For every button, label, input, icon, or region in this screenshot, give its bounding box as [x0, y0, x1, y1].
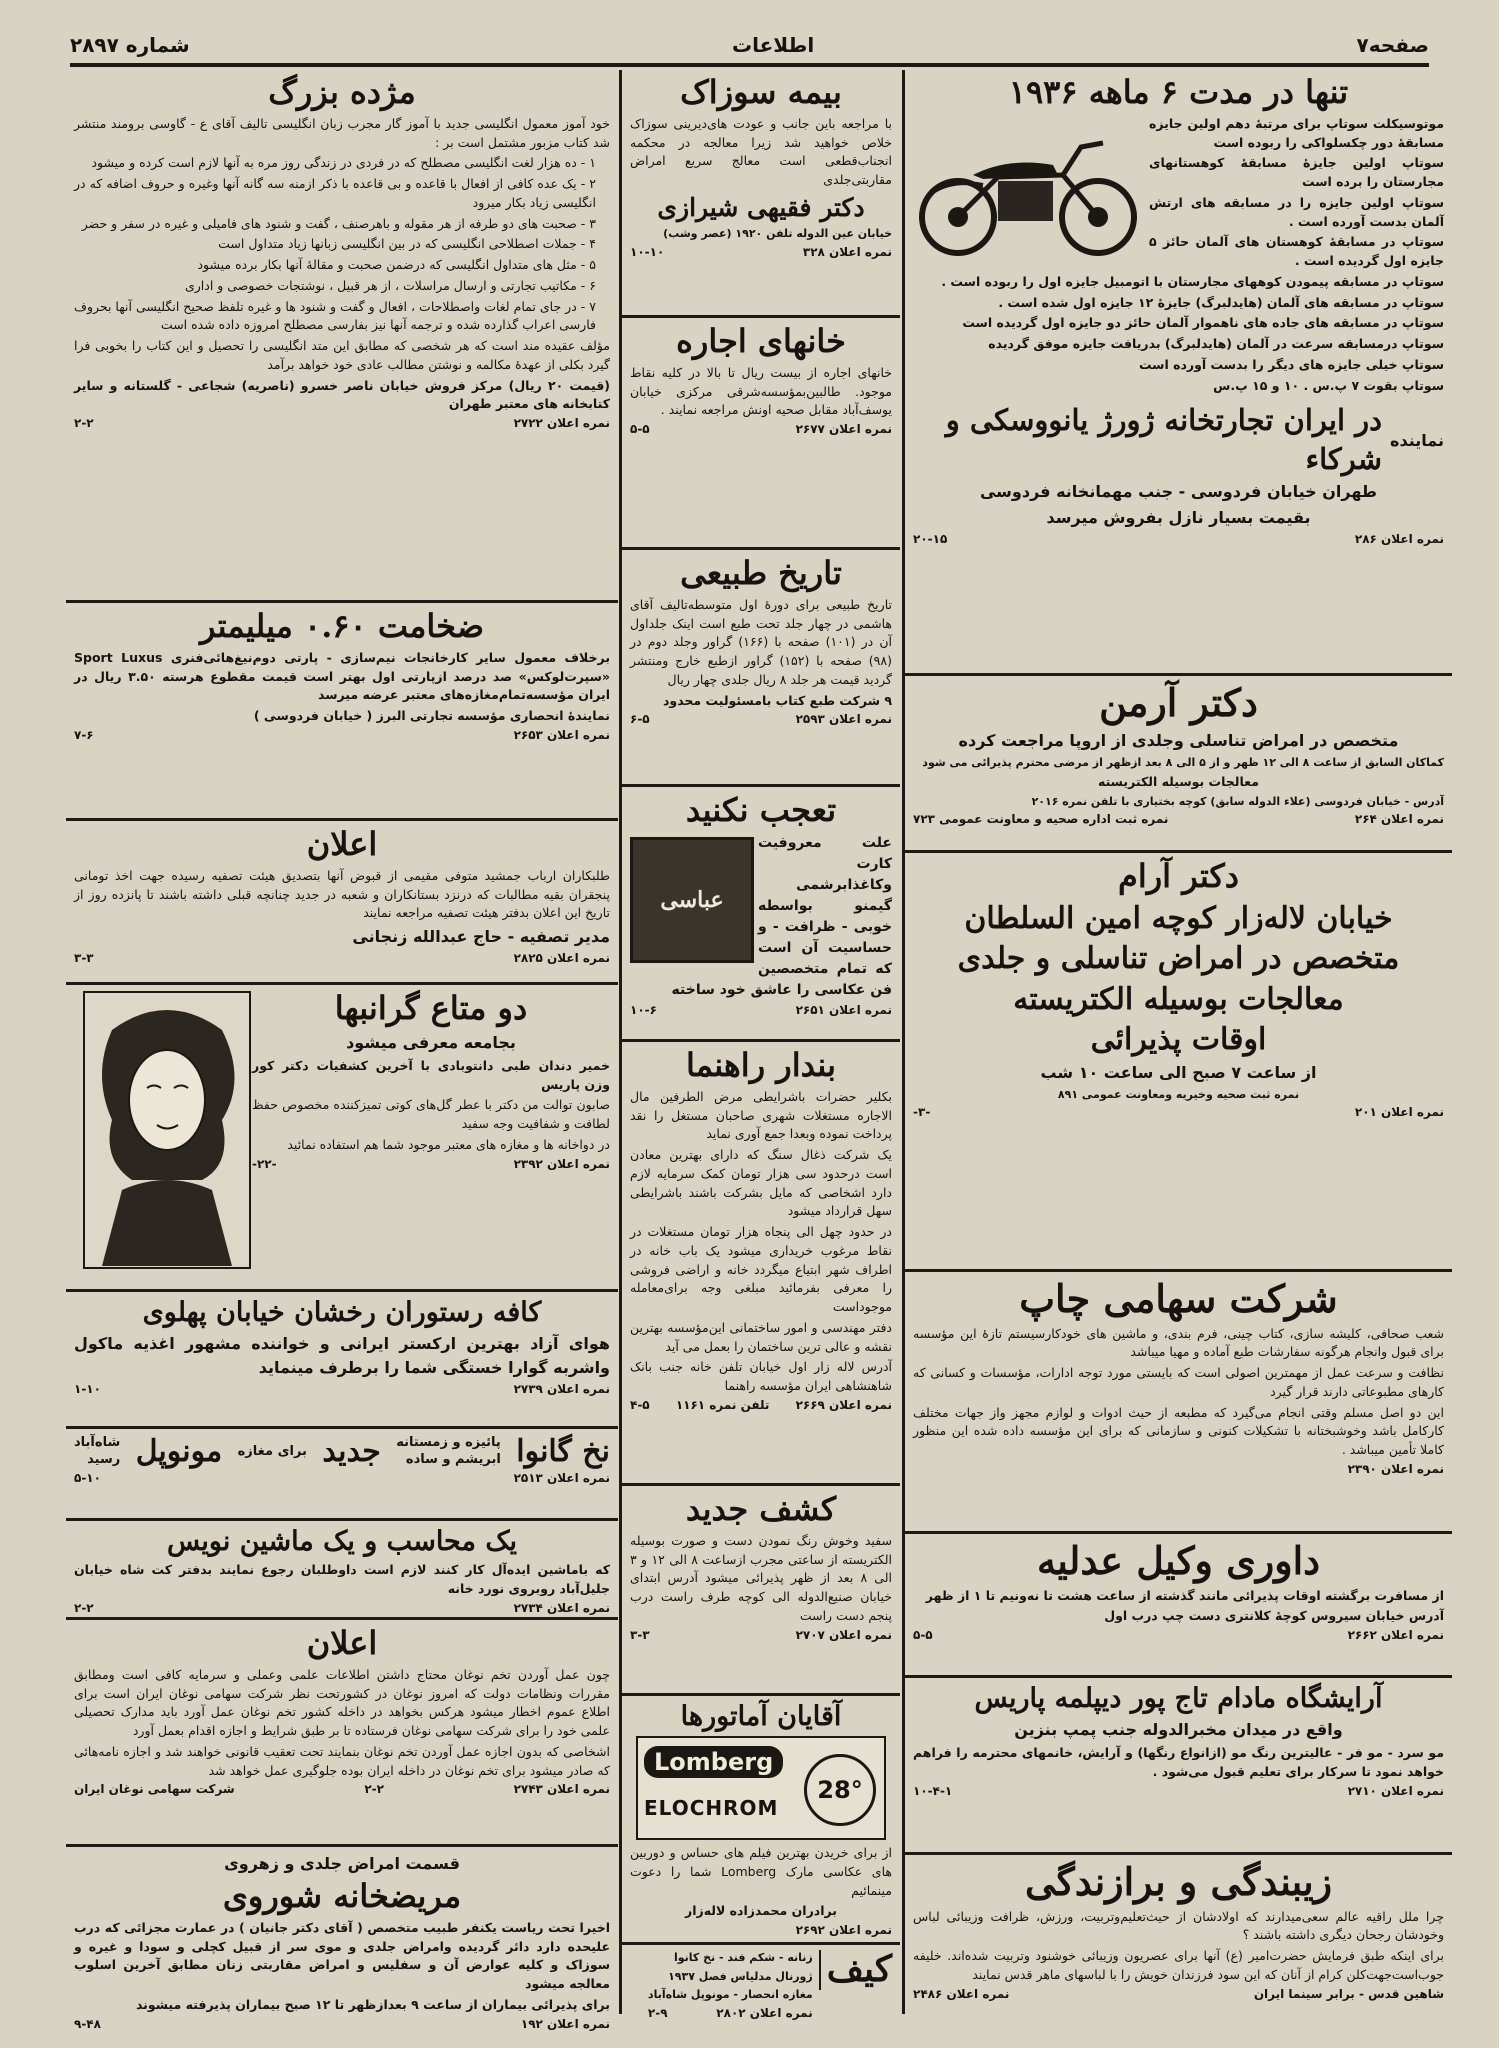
- ad-title: دکتر آرمن: [1099, 680, 1258, 725]
- ad-pretitle: قسمت امراض جلدی و زهروی: [224, 1854, 460, 1873]
- separator: [905, 850, 1452, 853]
- ad-paragraph-2: اشخاصی که بدون اجازه عمل آوردن تخم نوغان بنمایند تحت تعقیب قانونی خواهند شد و اجازه نامه‌هائی که صادر میشود برای تخم نوغان در داخله ایران بوده جلوگیری عمل خواهد شد: [74, 1743, 610, 1778]
- ad-number: نمره اعلان ۲۸۰۲: [716, 2005, 813, 2020]
- ad-title: اعلان: [306, 1624, 378, 1662]
- ad-paragraph: هوای آزاد بهترین ارکستر ایرانی و خواننده مشهور اغذیه ماکول واشربه گوارا خستگی شما را برطرف مینماید: [74, 1334, 610, 1378]
- lomberg-logo: [636, 1736, 886, 1840]
- ad-number: نمره اعلان ۲۰۱: [1354, 1105, 1444, 1120]
- ad-signature: شرکت سهامی نوغان ایران: [74, 1782, 235, 1797]
- ad-body: کماکان السابق از ساعت ۸ الی ۱۲ ظهر و از ۵ الی ۸ بعد ازظهر از مرضی محترم پذیرائی می شود: [922, 755, 1444, 769]
- ad-subtitle: متخصص در امراض تناسلی وجلدی از اروپا مراجعت کرده: [958, 730, 1399, 750]
- ad-title: ضخامت ۰.۶۰ میلیمتر: [200, 607, 484, 645]
- ad-paragraph-3: در دواخانه ها و مغازه های معتبر موجود شما هم استفاده نمائید: [287, 1136, 610, 1152]
- ad-notice-creditors: [66, 822, 618, 979]
- ad-code: ۱۰-۶: [630, 1002, 657, 1017]
- ad-number: نمره اعلان ۲۷۳۴: [513, 1600, 610, 1615]
- agent-address: طهران خیابان فردوسی - جنب مهمانخانه فردوسی: [979, 481, 1377, 501]
- ad-code: ۷-۶: [74, 727, 94, 742]
- ad-paragraph-1: چون عمل آوردن تخم نوغان محتاج داشتن اطلاعات علمی وعملی و سرمایه کافی است ومطابق مقررات ونظامات دولت که امروز نوغان در کشورتحت نظر شرکت سهامی نوغان ایران است برای اطلاع عموم اخطار میشود هرکس بخواهد در داخله کشور تخم نوغان عمل آورد باید مدارک تحصیلی علمی خود را برای‌ شرکت سهامی نوغان فرستاده تا بر طبق شرایط و اجازه اقدام بعمل آورد: [74, 1666, 610, 1739]
- ad-code: -۳-: [913, 1105, 931, 1120]
- ad-word-8: رسید: [87, 1451, 121, 1467]
- agent-name: در ایران تجارتخانه ژورژ یانووسکی و شرکاء: [945, 403, 1383, 477]
- product-name: ELOCHROM: [644, 1796, 779, 1821]
- ad-number: نمره اعلان ۲۷۴۳: [513, 1782, 610, 1797]
- ad-title: آقایان آماتورها: [680, 1701, 842, 1732]
- ad-signature: مدیر تصفیه - حاج عبدالله زنجانی: [352, 927, 610, 947]
- ad-natural-history: [622, 551, 900, 781]
- ad-phone: تلفن نمره ۱۱۶۱: [675, 1397, 770, 1412]
- separator: [66, 1617, 618, 1620]
- ad-cafe-restaurant: [66, 1293, 618, 1423]
- ad-title: کیف: [819, 1950, 892, 1990]
- ad-word-6: مونوپل: [135, 1434, 223, 1469]
- ad-code: ۴-۵: [630, 1397, 650, 1412]
- ad-motorcycle: [905, 70, 1452, 670]
- ad-new-discovery: [622, 1487, 900, 1690]
- ad-paragraph-1: از مسافرت برگشته اوقات پذیرائی مانند گذشته از ساعت هشت تا نه‌ونیم تا ۱ از ظهر: [925, 1587, 1444, 1603]
- left-column: [66, 70, 618, 2031]
- ad-paragraph-2: صابون توالت من دکتر با عطر گل‌های کوتی تمیزکننده مخصوص حفظ لطافت و شفافیت وجه سفید: [252, 1097, 610, 1132]
- line-6: سوتاپ در مسابقه های آلمان (هایدلبرگ) جایزهٔ ۱۲ جایزه اول شده است .: [998, 294, 1444, 310]
- ad-title: کافه رستوران رخشان خیابان پهلوی: [142, 1297, 542, 1328]
- list-item: ۲ - یک عده کافی از افعال با قاعده و بی قاعده با ذکر ازمنه سه گانه آنها وغیره و حروف اضافه که در انگلیسی زیاد بکار میرود: [74, 176, 596, 210]
- ad-title: اعلان: [306, 825, 378, 863]
- ad-paragraph-5: آدرس لاله زار اول خیابان تلفن خانه جنب بانک شاهنشاهی ایران مؤسسه راهنما: [630, 1359, 892, 1394]
- paper-name: اطلاعات: [732, 33, 815, 57]
- header-rule: [70, 63, 1429, 67]
- ad-paragraph: با مراجعه باین جانب و عودت های‌دیرینی سوزاک خلاص خواهید شد زیرا معالجه در محکمه انجناب‌قطعی است معالج سریع امراض مقاربتی‌جلدی: [630, 115, 892, 188]
- ad-title: خانهای اجاره: [676, 322, 846, 360]
- ad-dr-aram: [905, 854, 1452, 1266]
- list-item: ۵ - مثل های متداول انگلیسی که درضمن صحبت و مقالهٔ آنها بکار برده میشود: [197, 257, 596, 273]
- ad-accountant-typist: [66, 1522, 618, 1614]
- separator: [66, 982, 618, 985]
- ad-line-4: اوقات پذیرائی: [1090, 1022, 1267, 1058]
- ad-number: نمره اعلان ۲۴۸۶: [913, 1986, 1010, 2001]
- ad-code: ۵-۵: [630, 422, 650, 437]
- agent-label: نماینده: [1390, 430, 1444, 450]
- ad-paragraph-1: خمیر دندان طبی دانتوبادی با آخرین کشفیات دکتر کور وزن پاریس: [252, 1057, 610, 1092]
- ad-code: ۵-۵: [913, 1628, 933, 1643]
- ad-agent: نمایندهٔ انحصاری مؤسسه تجارتی البرز ( خیابان فردوسی ): [253, 708, 610, 724]
- right-column: [905, 70, 1452, 2014]
- ad-subtitle: واقع در میدان مخبرالدوله جنب پمپ بنزین: [1014, 1720, 1343, 1740]
- ad-electric: معالجات بوسیله الکتریسته: [1098, 774, 1259, 790]
- ad-paragraph: تاریخ طبیعی برای دورهٔ اول متوسطه‌تالیف آقای هاشمی در چهار جلد تحت طبع است اینک جلداول آن در (۱۰۱) صفحه با (۱۶۶) گراور وجلد دوم در (۹۸) صفحه با (۱۵۲) گراور ازطبع خارج ومنتشر گردید قیمت هر جلد ۸ ریال جلدی چهار ریال: [630, 596, 892, 687]
- ad-publisher: ۹ شرکت طبع کتاب بامسئولیت محدود: [663, 692, 892, 708]
- ad-code: ۳-۳: [74, 951, 94, 966]
- ad-paragraph-3: در حدود چهل الی پنجاه هزار تومان مستغلات در نقاط مرغوب خریداری میشود یک باب خانه در اطراف شهر ابتیاع میگردد خانه و اراضی فروشی را معرفی بفرمائید مبلغی وجه برای‌معامله موجوداست: [630, 1224, 892, 1315]
- ad-elegance: [905, 1856, 1452, 2041]
- ad-title: یک محاسب و یک ماشین نویس: [166, 1526, 518, 1557]
- ad-amateurs: [622, 1697, 900, 1939]
- ad-notice-silkworm: [66, 1621, 618, 1841]
- separator: [905, 1675, 1452, 1678]
- ad-number: نمره اعلان ۲۶۵۳: [513, 727, 610, 742]
- list-item: ۴ - جملات اصطلاحی انگلیسی که در بین انگلیسی زبانها زیاد متداول است: [218, 236, 596, 252]
- ad-number: نمره اعلان ۲۶۶۲: [1347, 1628, 1444, 1643]
- line-7: سوتاپ در مسابقه های جاده های ناهموار آلمان حائز دو جایزه اول گردیده است: [962, 315, 1444, 331]
- ad-razor-blades: [66, 604, 618, 815]
- ad-number: نمره اعلان ۳۲۸: [802, 244, 892, 259]
- list-item: ۶ - مکاتیب تجارتی و ارسال مراسلات ، از هر قبیل ، نوشتجات خصوصی و اداری: [184, 277, 596, 293]
- page-header: [70, 30, 1429, 60]
- ad-hours: از ساعت ۷ صبح الی ساعت ۱۰ شب: [1040, 1062, 1317, 1082]
- ad-paragraph-2: برای پذیرائی بیماران از ساعت ۹ بعدازظهر تا ۱۲ صبح بیماران پذیرفته میشوند: [135, 1996, 610, 2012]
- separator: [622, 1942, 900, 1945]
- line-2: سوتاپ اولین جایزهٔ مسابقهٔ کوهستانهای مجارستان را برده است: [1149, 155, 1444, 190]
- ad-photo-paper: [622, 788, 900, 1036]
- ad-number: نمره اعلان ۲۶۵۱: [795, 1002, 892, 1017]
- ad-guide-office: [622, 1043, 900, 1480]
- ad-number: نمره اعلان ۲۷۰۷: [795, 1627, 892, 1642]
- ad-soviet-hospital: [66, 1848, 618, 2046]
- ad-address: خیابان عین الدوله تلفن ۱۹۲۰ (عصر وشب): [663, 227, 892, 241]
- separator: [66, 1426, 618, 1429]
- ad-code: ۵-۱۰: [74, 1471, 101, 1485]
- separator: [622, 1483, 900, 1486]
- line-8: سوتاپ درمسابقه سرعت در آلمان (هایدلبرگ) بدریافت جایزه موفق گردیده: [988, 336, 1444, 352]
- ad-number: نمره اعلان ۲۸۶: [1354, 531, 1444, 546]
- ad-paragraph-2: مؤلف عقیده مند است که هر شخصی که مطابق این متد انگلیسی را تحصیل و این کتاب را بخوبی فرا گیرد بکلی از عهدهٔ مکالمه و نوشتن مطالب عادی خود خواهد برآمد: [74, 338, 610, 372]
- ad-title: کشف جدید: [685, 1490, 837, 1528]
- ad-salon: [905, 1679, 1452, 1849]
- ad-number: نمره اعلان ۲۷۳۹: [513, 1382, 610, 1397]
- separator: [905, 1269, 1452, 1272]
- separator: [622, 784, 900, 787]
- ad-word-7: شاه‌آباد: [74, 1434, 121, 1450]
- ad-line-3: معالجات بوسیله الکتریسته: [1013, 981, 1344, 1017]
- ad-two-products: [66, 986, 618, 1286]
- ad-title: دکتر آرام: [1118, 857, 1239, 895]
- ad-paragraph: خانهای اجاره از بیست ریال تا بالا در کلیه نقاط موجود. طالبین‌بمؤسسه‌شرقی مرکزی خیابان یوسف‌آباد مقابل صحیه اونش مراجعه نمایند .: [630, 364, 892, 418]
- page-number: صفحه۷: [1356, 33, 1429, 57]
- ad-monopol: [66, 1430, 618, 1515]
- line-5: سوتاپ در مسابقه پیمودن کوههای مجارستان با اتومبیل جایزه اول را ربوده است .: [941, 273, 1444, 289]
- separator: [66, 1844, 618, 1847]
- separator: [622, 1693, 900, 1696]
- ad-number: نمره اعلان ۲۳۹۰: [1347, 1461, 1444, 1476]
- ad-handbags: [622, 1946, 900, 2046]
- ad-word-3: ابریشم و ساده: [405, 1451, 501, 1467]
- doctor-name: دکتر فقیهی شیرازی: [657, 192, 865, 222]
- ad-title: تعجب نکنید: [685, 791, 837, 829]
- ad-houses-for-rent: [622, 319, 900, 544]
- brand-name: Lomberg: [644, 1746, 783, 1778]
- ad-code: ۱۰-۴-۱: [913, 1783, 953, 1798]
- ad-line-2: ژورنال مدلیاس فصل ۱۹۳۷: [668, 1969, 813, 1983]
- line-1: موتوسیکلت سوتاپ برای مرتبهٔ دهم اولین جایزه مسابقهٔ دور چکسلواکی را ربوده است: [1149, 115, 1444, 150]
- ad-number: نمره اعلان ۱۹۲: [520, 2016, 610, 2031]
- feature-list: [74, 154, 610, 335]
- ad-registration: نمره ثبت اداره صحیه و معاونت عمومی ۷۲۳: [913, 812, 1169, 827]
- ad-code: ۲-۹: [647, 2005, 668, 2020]
- ad-suzak: [622, 70, 900, 312]
- ad-number: نمره اعلان ۲۶۹۲: [795, 1923, 892, 1938]
- list-item: ۷ - در جای تمام لغات واصطلاحات ، افعال و گفت و شنود ها و غیره تلفظ صحیح انگلیسی آنها بحروف فارسی اعراب گذارده شده و ترجمه آنها نیز بفارسی مصطلح امروزه داده شده است: [74, 298, 596, 333]
- ad-title: شرکت سهامی چاپ: [1019, 1276, 1338, 1321]
- line-10: سوتاپ بقوت ۷ پ.س . ۱۰ و ۱۵ پ.س: [1213, 377, 1444, 393]
- ad-number: نمره اعلان ۲۶۷۷: [795, 422, 892, 437]
- ad-line-1: خیابان لالەزار کوچه امین السلطان: [964, 900, 1393, 936]
- ad-paragraph-2: آدرس خیابان سیروس کوچهٔ کلانتری دست چپ درب اول: [1104, 1608, 1444, 1624]
- line-3: سوتاپ اولین جایزه را در مسابقه های ارتش آلمان بدست آورده است .: [1149, 194, 1444, 229]
- ad-shop: شاهین قدس - برابر سینما ایران: [1253, 1986, 1444, 2001]
- woman-portrait-illustration: [82, 990, 252, 1270]
- ad-title: دو متاع گرانبها: [334, 989, 528, 1027]
- ad-code: ۲۰-۱۵: [913, 531, 948, 546]
- separator: [66, 600, 618, 603]
- ad-word-1: نخ گانوا: [516, 1434, 610, 1469]
- ad-line-2: متخصص در امراض تناسلی و جلدی: [957, 941, 1400, 977]
- ad-paragraph: علت معروفیت کارت‌ وکاغذابرشمی گیمنو بواسطه خوبی - ظرافت - و حساسیت آن است که تمام متخصصین فن عکاسی را عاشق خود ساخته: [671, 834, 892, 998]
- ad-paragraph: برخلاف معمول سایر کارخانجات نیم‌سازی - پارتی‌ دوم‌نیغ‌هائی‌فنری Sport Luxus «سپرت‌لوکس» صد درصد ازپارتی اول بهتر است قیمت مقطوع هرسته ۳.۵۰ ریال در ایران مؤسسه‌تمام‌مغازه‌های معتبر عرضه میرسد: [74, 649, 611, 703]
- separator: [905, 1531, 1452, 1534]
- line-4: سوتاپ در مسابقهٔ کوهستان های آلمان حائز ۵ جایزه اول گردیده است .: [1149, 234, 1444, 269]
- ad-printing-company: [905, 1273, 1452, 1528]
- price-note: بقیمت بسیار نازل بفروش میرسد: [1046, 507, 1311, 527]
- logo-text: عباسی: [660, 886, 724, 913]
- ad-address: آدرس - خیابان فردوسی (علاء الدوله سابق) کوچه بختیاری با تلفن نمره ۲۰۱۶: [1031, 794, 1444, 808]
- ad-dr-armen: [905, 677, 1452, 847]
- separator: [905, 673, 1452, 676]
- ad-paragraph-3: این دو اصل مسلم وقتی انجام می‌گیرد که مطبعه از حیث ادوات و لوازم مجهز واز جهات مختلف کارکامل باشد وخوشبختانه با تشکیلات کنونی و سازمانی که برای این مؤسسه داده شده این منظور کاملا تأمین میباشد .: [913, 1404, 1444, 1458]
- ad-subtitle: بجامعه معرفی میشود: [346, 1032, 516, 1052]
- ad-paragraph: مو سرد - مو فر - عالیترین رنگ مو (ازانواع رنگها) و آرایش، خانمهای محترمه را فراهم خواهد نمود تا سرکار برای تعلیم قبول می‌شود .: [913, 1745, 1444, 1779]
- middle-column: [622, 70, 900, 2020]
- ad-code: -۲۲-: [252, 1156, 277, 1171]
- separator: [622, 315, 900, 318]
- ad-code: ۶-۵: [630, 712, 650, 727]
- ad-line-1: زنانه - شکم‌ فند - نخ کانوا: [673, 1951, 813, 1964]
- ad-word-4: جدید: [322, 1434, 381, 1469]
- separator: [66, 1518, 618, 1521]
- ad-title: مژده بزرگ: [268, 73, 416, 111]
- ad-paragraph-1: چرا ملل راقیه عالم سعی‌میدارند که اولادشان از حیث‌تعلیم‌وتربیت، ورزش، ظرافت وزیبائی لباس وخودشان رجحان دیگری داشته باشند ؟: [913, 1908, 1444, 1943]
- ad-paragraph-1: بکلیر حضرات باشرایطی مرض الطرفین مال الاجاره مستغلات شهری صاحبان مستغل را نقد پرداخت نموده وبعدا جمع آوری نماید: [630, 1088, 892, 1142]
- ad-word-2: پائیزه و زمستانه: [396, 1434, 501, 1450]
- ad-paragraph: از برای خریدن بهترین فیلم های حساس و دوربین های عکاسی مارک Lomberg شما را دعوت مینمائیم: [630, 1845, 892, 1898]
- ad-title: بیمه سوزاک: [680, 73, 842, 111]
- ad-code: ۳-۳: [630, 1627, 650, 1642]
- ad-paragraph-4: دفتر مهندسی و امور ساختمانی این‌مؤسسه بهترین نقشه و عالی ترین ساختمان را بعمل می آید: [630, 1319, 892, 1354]
- ad-number: نمره اعلان ۲۳۹۲: [513, 1156, 610, 1171]
- ad-title: تنها در مدت ۶ ماهه ۱۹۳۶: [1008, 73, 1349, 111]
- ad-paragraph-2: نظافت و سرعت عمل از مهمترین اصولی است که بایستی مورد توجه ادارات، مؤسسات و کسانی که کارهای مطبوعاتی دارند قرار گیرد: [913, 1365, 1444, 1399]
- ad-code: ۲-۲: [74, 1600, 94, 1615]
- ad-shop: برادران محمدزاده لاله‌زار: [685, 1903, 837, 1919]
- ad-line-3: مغازه انحصار - مونوپل شاه‌آباد: [647, 1988, 813, 2001]
- ad-code: ۲-۲: [74, 416, 94, 431]
- ad-paragraph: که باماشین ایده‌آل کار کنند لازم است داوطلبان رجوع نمایند بدفتر کت شاه خیابان جلیل‌آباد روبروی نورد خانه: [74, 1562, 610, 1596]
- separator: [622, 1039, 900, 1042]
- ad-title: داوری وکیل عدلیه: [1036, 1538, 1321, 1583]
- ad-english-book: [66, 70, 618, 597]
- ad-number: نمره اعلان ۲۷۱۰: [1347, 1783, 1444, 1798]
- list-item: ۳ - صحبت های دو طرفه از هر مقوله و باهرصنف ، گفت و شنود های فامیلی و غیره در سفر و حضر: [81, 215, 596, 231]
- line-9: سوتاپ خیلی جایزه های دیگر را بدست آورده است: [1138, 356, 1444, 372]
- ad-code: ۹-۴۸: [74, 2016, 101, 2031]
- ad-word-5: برای مغازه: [237, 1444, 307, 1459]
- ad-paragraph: طلبکاران ارباب جمشید متوفی مقیمی از قبوض آنها بتصدیق هیئت تصفیه رسیده جهت اخذ تومانی پنجقران بقیه مطالبات که درنزد بستانکاران و شعبه در جدید چنانچه قبلی داشته باشند تا پانزده روز از تاریخ این اعلان بدفتر هیئت تصفیه مراجعه نمایند: [74, 867, 610, 921]
- ad-title: زیبندگی و برازندگی: [1024, 1859, 1333, 1904]
- ad-paragraph: سفید وخوش رنگ نمودن دست و صورت بوسیله الکتریسته از ساعتی مجرب ازساعت ۸ الی ۱۲ و ۳ الی ۸ بعد از ظهر پذیرائی میشود آدرس ابتدای خیابان صنیع‌الدوله الی کوچه طرف راست درب پنجم دست راست: [630, 1532, 893, 1623]
- ad-number: نمره اعلان ۲۶۶۹: [795, 1397, 892, 1412]
- issue-number: شماره ۲۸۹۷: [70, 33, 190, 57]
- separator: [622, 547, 900, 550]
- ad-code: ۲-۲: [364, 1782, 384, 1797]
- ad-paragraph-2: برای اینکه طبق فرمایش حضرت‌امیر (ع) آنها برای عصریون وزیبائی خوشنود وتربیت شده‌اند. خلیفه جوب‌است‌جهت‌کلن کرام از آنان که این سود فرزندان خویش را با لباسهای ماهر قدس نمایند: [913, 1948, 1444, 1982]
- ad-lawyer: [905, 1535, 1452, 1672]
- motorcycle-illustration: [913, 117, 1143, 262]
- ad-number: نمره اعلان ۲۸۲۵: [513, 951, 610, 966]
- separator: [905, 1852, 1452, 1855]
- photo-logo: [630, 837, 754, 963]
- ad-registration: نمره ثبت صحیه وخیریه ومعاونت عمومی ۸۹۱: [1057, 1087, 1300, 1101]
- ad-title: تاریخ طبیعی: [680, 554, 842, 592]
- separator: [66, 1289, 618, 1292]
- ad-number: نمره اعلان ۲۵۱۳: [513, 1471, 610, 1485]
- ad-number: نمره اعلان ۲۵۹۳: [795, 712, 892, 727]
- ad-code: ۱-۱۰: [74, 1382, 101, 1397]
- ad-intro: خود آموز معمول انگلیسی جدید با آموز گار مجرب زبان انگلیسی تالیف آقای ع - گاوسی برومند منتشر شد کتاب مزبور مشتمل است بر :: [74, 115, 610, 150]
- list-item: ۱ - ده هزار لغت انگلیسی مصطلح که در فردی در زندگی روز مره به آنها لازم است کرده و میشود: [91, 155, 596, 171]
- ad-title: مریضخانه شوروی: [222, 1877, 462, 1915]
- speed-badge: 28°: [804, 1754, 876, 1826]
- ad-paragraph-2: یک شرکت ذغال سنگ که دارای بهترین معادن است درحدود سی هزار تومان کمک سرمایه لازم دارد اشخاصی که مایل بشرکت باشند باشرایطی سهل قرارداد میشود: [630, 1147, 892, 1219]
- ad-number: نمره اعلان ۲۶۴: [1354, 812, 1444, 827]
- ad-number: نمره اعلان ۲۷۲۲: [513, 416, 610, 431]
- ad-paragraph-1: اخیرا تحت ریاست یکنفر طبیب متخصص ( آقای دکتر جانیان ) در عمارت مجزائی که درب علیحده دارد دائر گردیده وامراض جلدی و موی سر از قبیل کچلی و سودا و غیره و سوزاک و کلیه عوارض آن و سفلیس و امراض مقاربتی زنان مطابق آخرین اسلوب معالجه میشود: [74, 1919, 610, 1992]
- ad-paragraph-1: شعب صحافی، کلیشه سازی، کتاب چینی، فرم بندی، و ماشین های خودکارسیستم تازهٔ این مؤسسه برای قبول وانجام هرگونه سفارشات طبع آماده و مهیا میباشد: [913, 1325, 1444, 1360]
- ad-price: (قیمت ۲۰ ریال) مرکز فروش خیابان ناصر خسرو (ناصریه) شجاعی - گلستانه و سایر کتابخانه های معتبر طهران: [74, 377, 610, 412]
- ad-title: آرایشگاه مادام تاج پور دیپلمه پاریس: [974, 1683, 1383, 1714]
- separator: [66, 818, 618, 821]
- ad-title: بندار راهنما: [686, 1046, 836, 1084]
- ad-code: ۱۰-۱۰: [630, 244, 665, 259]
